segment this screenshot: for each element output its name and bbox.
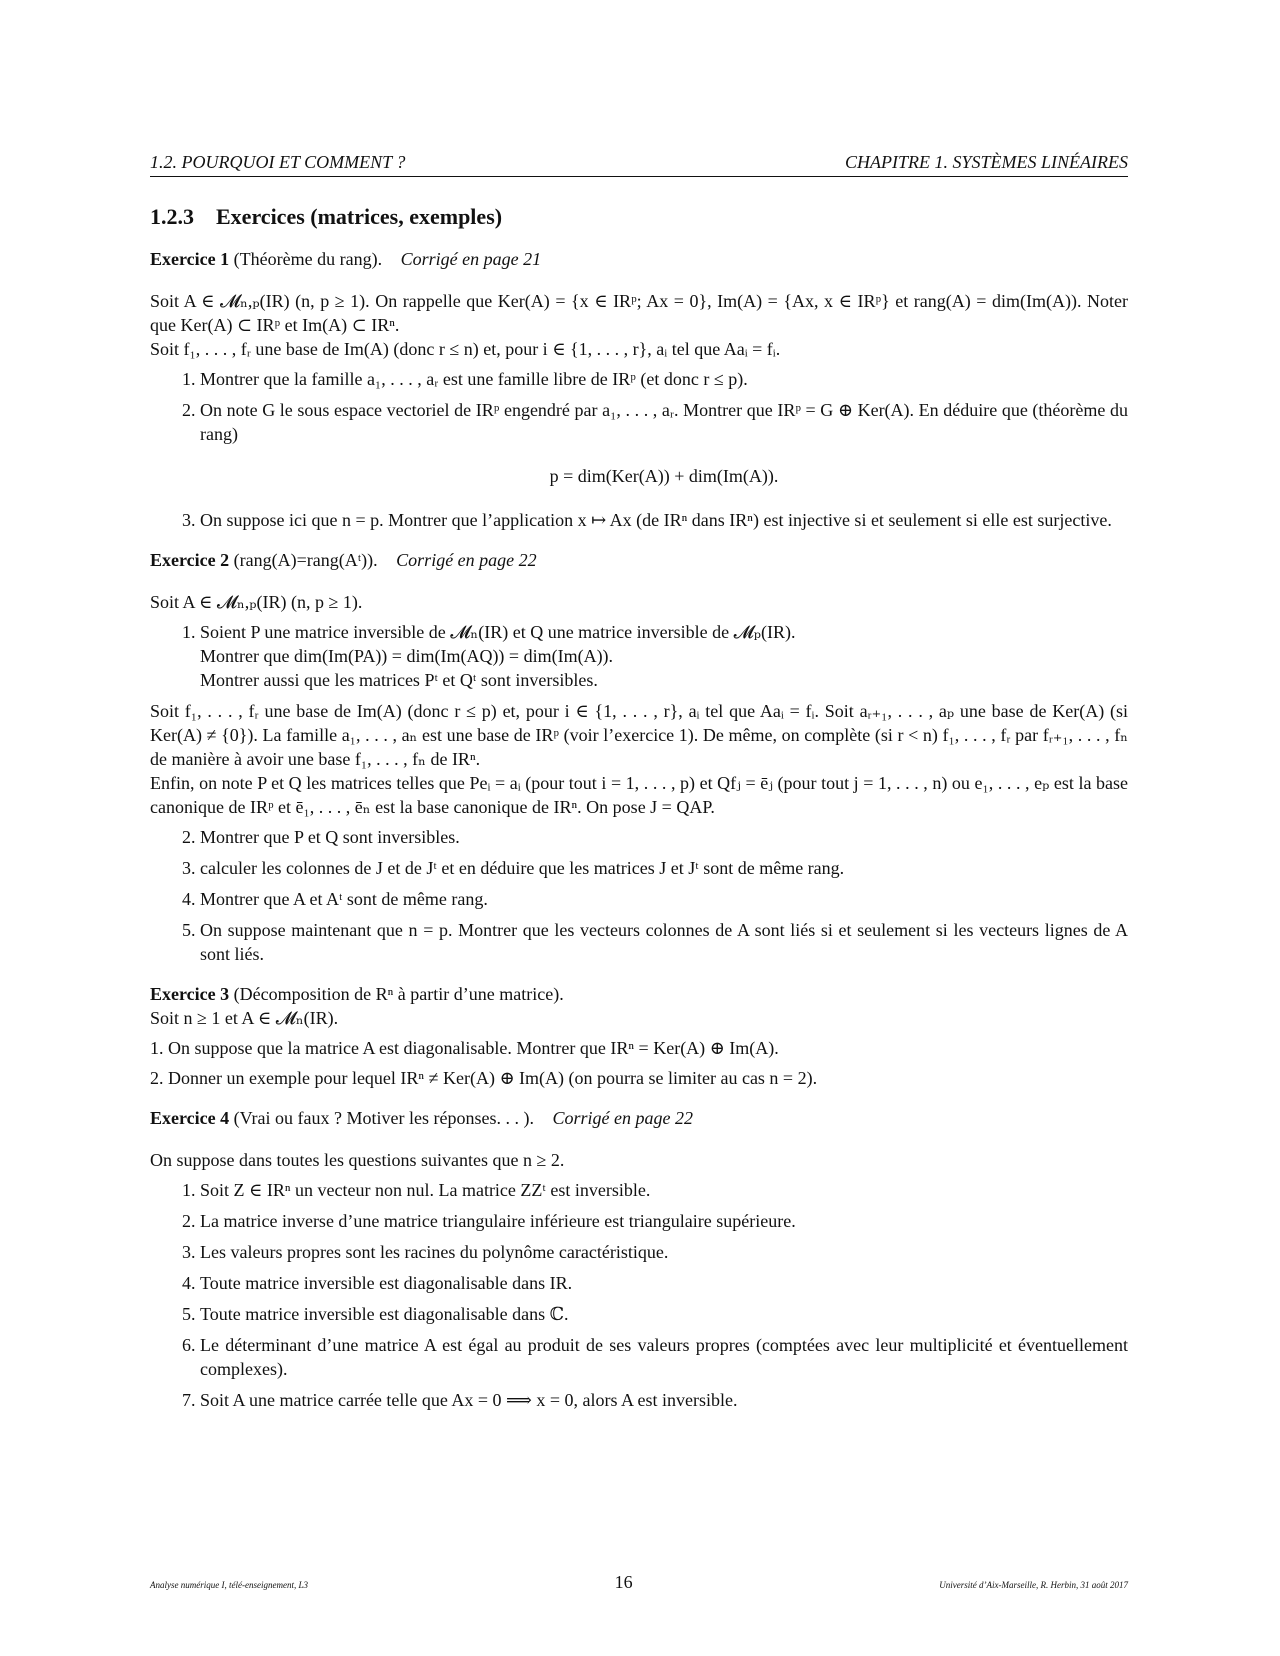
exercise-2-heading: [150, 548, 1128, 572]
exercise-1-question-2-text: On note G le sous espace vectoriel de IRᵖ engendré par a₁, . . . , aᵣ. Montrer que IRᵖ = G ⊕ Ker(A). En déduire que (théorème du rang): [200, 400, 1128, 444]
exercise-2-intro: Soit A ∈ 𝓜ₙ,ₚ(IR) (n, p ≥ 1).: [150, 592, 363, 612]
exercise-1-topic: (Théorème du rang).: [233, 249, 383, 269]
exercise-2-question-4: 4. Montrer que A et Aᵗ sont de même rang.: [200, 887, 1128, 911]
exercise-4-item: 7. Soit A une matrice carrée telle que Ax = 0 ⟹ x = 0, alors A est inversible.: [200, 1388, 1128, 1412]
exercise-2-questions-b: [150, 825, 1128, 966]
exercise-2-question-1-c: Montrer aussi que les matrices Pᵗ et Qᵗ sont inversibles.: [200, 670, 598, 690]
footer-course: Analyse numérique I, télé-enseignement, L3: [150, 1580, 308, 1590]
section-title: [150, 203, 1128, 231]
exercise-4-item: 3. Les valeurs propres sont les racines du polynôme caractéristique.: [200, 1240, 1128, 1264]
exercise-3-label: Exercice 3: [150, 984, 230, 1004]
exercise-3-question-1: 1. On suppose que la matrice A est diagonalisable. Montrer que IRⁿ = Ker(A) ⊕ Im(A).: [150, 1038, 779, 1058]
exercise-2-question-5: 5. On suppose maintenant que n = p. Montrer que les vecteurs colonnes de A sont liés si et seulement si les vecteurs lignes de A sont liés.: [200, 918, 1128, 966]
exercise-4-item: 2. La matrice inverse d’une matrice triangulaire inférieure est triangulaire supérieure.: [200, 1209, 1128, 1233]
exercise-2-question-1: [200, 620, 1128, 692]
exercise-2-question-1-a: 1. Soient P une matrice inversible de 𝓜ₙ(IR) et Q une matrice inversible de 𝓜ₚ(IR).: [200, 622, 796, 642]
exercise-4-item: 5. Toute matrice inversible est diagonalisable dans ℂ.: [200, 1302, 1128, 1326]
section-number: 1.2.3: [150, 204, 194, 229]
exercise-1-question-2: [200, 398, 1128, 488]
exercise-1-label: Exercice 1: [150, 249, 230, 269]
rank-theorem-formula: p = dim(Ker(A)) + dim(Im(A)).: [549, 466, 779, 486]
exercise-1-intro-1: Soit A ∈ 𝓜ₙ,ₚ(IR) (n, p ≥ 1). On rappelle que Ker(A) = {x ∈ IRᵖ; Ax = 0}, Im(A) = {Ax, x ∈ IRᵖ} et rang(A) = dim(Im(A)). Noter que Ker(A) ⊂ IRᵖ et Im(A) ⊂ IRⁿ.: [150, 291, 1128, 335]
exercise-1-questions: [150, 367, 1128, 532]
exercise-4-topic: (Vrai ou faux ? Motiver les réponses. . . ).: [233, 1108, 534, 1128]
exercise-2-question-1-b: Montrer que dim(Im(PA)) = dim(Im(AQ)) = dim(Im(A)).: [200, 646, 614, 666]
section-name: Exercices (matrices, exemples): [216, 204, 503, 229]
page-content: [150, 150, 1128, 1419]
exercise-3-question-2: 2. Donner un exemple pour lequel IRⁿ ≠ Ker(A) ⊕ Im(A) (on pourra se limiter au cas n = 2).: [150, 1068, 818, 1088]
exercise-1-corrige-link[interactable]: Corrigé en page 21: [400, 249, 542, 269]
exercise-4-item: 1. Soit Z ∈ IRⁿ un vecteur non nul. La matrice ZZᵗ est inversible.: [200, 1178, 1128, 1202]
exercise-4-intro: On suppose dans toutes les questions suivantes que n ≥ 2.: [150, 1150, 565, 1170]
exercise-1-intro-2: Soit f₁, . . . , fᵣ une base de Im(A) (donc r ≤ n) et, pour i ∈ {1, . . . , r}, aᵢ tel que Aaᵢ = fᵢ.: [150, 339, 781, 359]
exercise-2-label: Exercice 2: [150, 550, 230, 570]
exercise-2-middle-1: Soit f₁, . . . , fᵣ une base de Im(A) (donc r ≤ p) et, pour i ∈ {1, . . . , r}, aᵢ tel que Aaᵢ = fᵢ. Soit aᵣ₊₁, . . . , aₚ une base de Ker(A) (si Ker(A) ≠ {0}). La famille a₁, . . . , aₙ est une base de IRᵖ (voir l’exercice 1). De même, on complète (si r < n) f₁, . . . , fᵣ par fᵣ₊₁, . . . , fₙ de manière à avoir une base f₁, . . . , fₙ de IRⁿ.: [150, 701, 1128, 769]
exercise-1-heading: [150, 247, 1128, 271]
exercise-2-question-2: 2. Montrer que P et Q sont inversibles.: [200, 825, 1128, 849]
exercise-3-intro: Soit n ≥ 1 et A ∈ 𝓜ₙ(IR).: [150, 1008, 339, 1028]
exercise-4-heading: [150, 1106, 1128, 1130]
exercise-2-questions-a: [150, 620, 1128, 692]
exercise-4-item: 4. Toute matrice inversible est diagonalisable dans IR.: [200, 1271, 1128, 1295]
exercise-4-corrige-link[interactable]: Corrigé en page 22: [552, 1108, 693, 1128]
exercise-3-heading: [150, 982, 1128, 1006]
page-number: 16: [614, 1572, 633, 1592]
exercise-2-middle-2: Enfin, on note P et Q les matrices telles que Peᵢ = aᵢ (pour tout i = 1, . . . , p) et Qfⱼ = ēⱼ (pour tout j = 1, . . . , n) ou e₁, . . . , eₚ est la base canonique de IRᵖ et ē₁, . . . , ēₙ est la base canonique de IRⁿ. On pose J = QAP.: [150, 773, 1128, 817]
exercise-2-question-3: 3. calculer les colonnes de J et de Jᵗ et en déduire que les matrices J et Jᵗ sont de même rang.: [200, 856, 1128, 880]
exercise-3-topic: (Décomposition de Rⁿ à partir d’une matrice).: [233, 984, 564, 1004]
exercise-1-question-3: 3. On suppose ici que n = p. Montrer que l’application x ↦ Ax (de IRⁿ dans IRⁿ) est injective si et seulement si elle est surjective.: [200, 508, 1128, 532]
header-right: CHAPITRE 1. SYSTÈMES LINÉAIRES: [845, 152, 1128, 172]
header-left: 1.2. POURQUOI ET COMMENT ?: [150, 152, 406, 172]
page-footer: [150, 1572, 1128, 1593]
exercise-2-corrige-link[interactable]: Corrigé en page 22: [396, 550, 537, 570]
exercise-4-questions: [150, 1178, 1128, 1412]
footer-author: Université d’Aix-Marseille, R. Herbin, 31 août 2017: [939, 1580, 1128, 1590]
exercise-4-label: Exercice 4: [150, 1108, 230, 1128]
exercise-4-item: 6. Le déterminant d’une matrice A est égal au produit de ses valeurs propres (comptées avec leur multiplicité et éventuellement complexes).: [200, 1333, 1128, 1381]
running-header: [150, 150, 1128, 177]
exercise-1-question-1: 1. Montrer que la famille a₁, . . . , aᵣ est une famille libre de IRᵖ (et donc r ≤ p).: [200, 367, 1128, 391]
exercise-2-topic: (rang(A)=rang(Aᵗ)).: [233, 550, 378, 570]
